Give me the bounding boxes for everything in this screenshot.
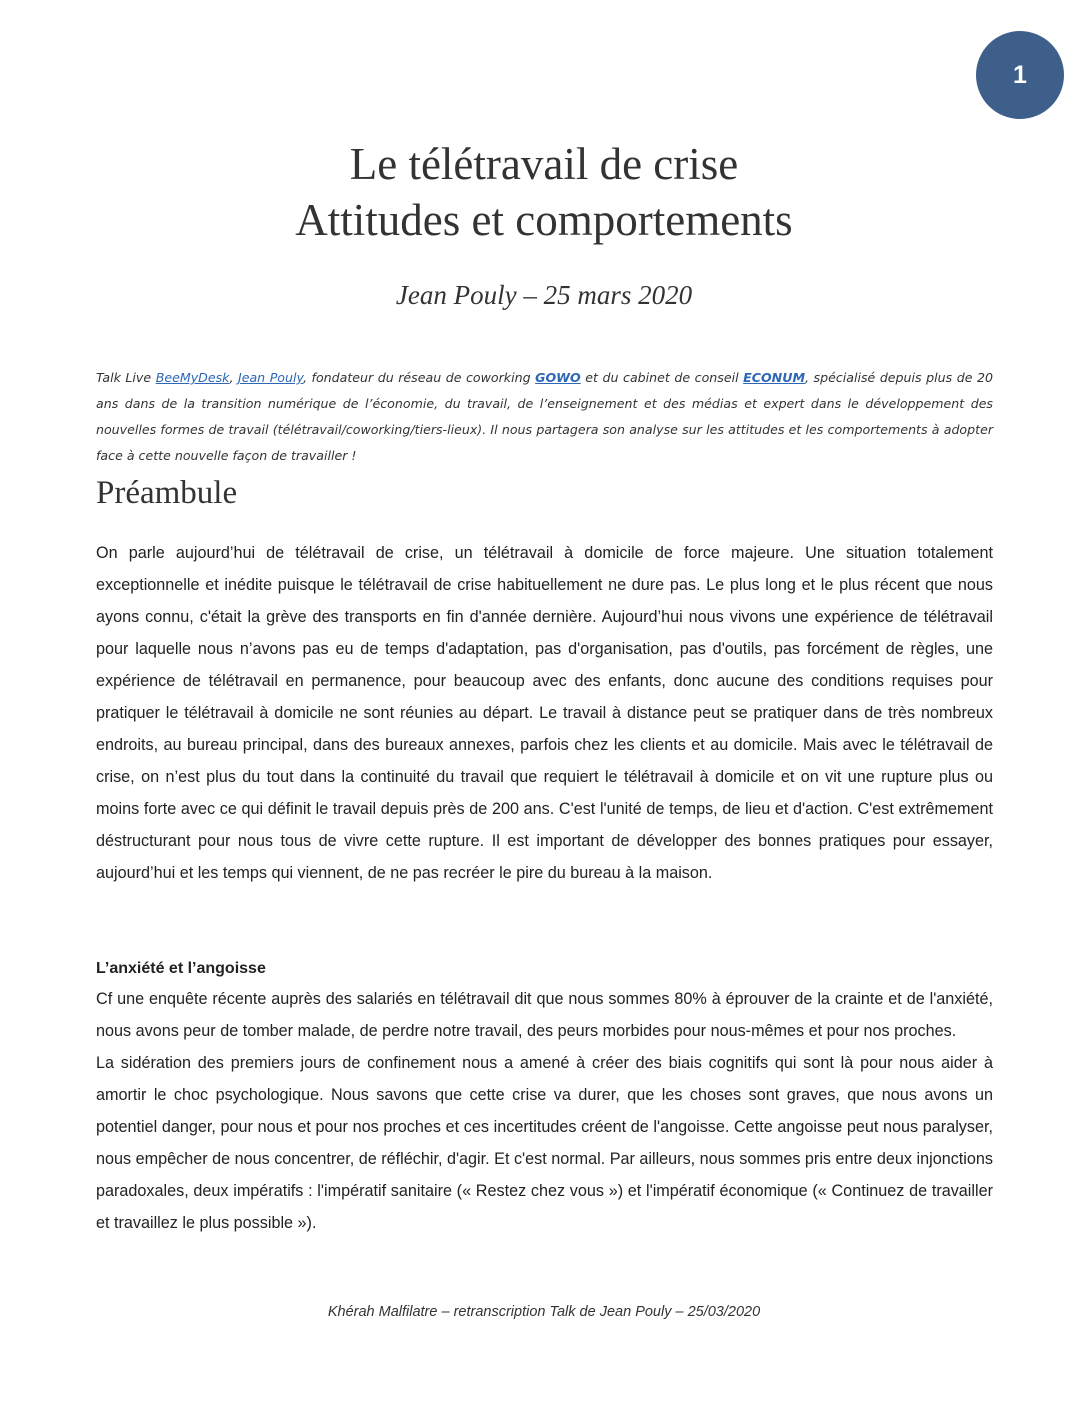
paragraph-preambule: On parle aujourd’hui de télétravail de crise, un télétravail à domicile de force majeure. Une situation totalement exceptionnelle et inédite puisque le télétravail de crise habituellement ne dure pas. Le plus long et le plus récent que nous ayons connu, c'était la grève des transports en fin d'année dernière. Aujourd’hui nous vivons une expérience de télétravail pour laquelle nous n’avons pas eu de temps d'adaptation, pas d'organisation, pas d'outils, pas forcément de règles, une expérience de télétravail en permanence, pour beaucoup avec des enfants, donc aucune des conditions requises pour pratiquer le télétravail à domicile ne sont réunies au départ. Le travail à distance peut se pratiquer dans de très nombreux endroits, au bureau principal, dans des bureaux annexes, parfois chez les clients et au domicile. Mais avec le télétravail de crise, on n’est plus du tout dans la continuité du travail que requiert le télétravail à domicile et on vit une rupture plus ou moins forte avec ce qui définit le travail depuis près de 200 ans. C'est l'unité de temps, de lieu et d'action. C'est extrêmement déstructurant pour nous tous de vivre cette rupture. Il est important de développer des bonnes pratiques pour essayer, aujourd’hui et les temps qui viennent, de ne pas recréer le pire du bureau à la maison. xyxy=(96,544,993,882)
subheading-anxiete: L’anxiété et l’angoisse xyxy=(96,960,266,977)
document-title xyxy=(0,136,1088,248)
link-beemydesk[interactable]: BeeMyDesk xyxy=(155,370,230,385)
paragraph-sideration: La sidération des premiers jours de confinement nous a amené à créer des biais cognitifs qui sont là pour nous aider à amortir le choc psychologique. Nous savons que cette crise va durer, que les choses sont graves, que nous avons un potentiel danger, pour nous et pour nos proches et ces incertitudes créent de l'angoisse. Cette angoisse peut nous paralyser, nous empêcher de nous concentrer, de réfléchir, d'agir. Et c'est normal. Par ailleurs, nous sommes pris entre deux injonctions paradoxales, deux impératifs : l'impératif sanitaire (« Restez chez vous ») et l'impératif économique (« Continuez de travailler et travaillez le plus possible »). xyxy=(96,1054,993,1232)
author-date-byline: Jean Pouly – 25 mars 2020 xyxy=(395,280,693,310)
page-number: 1 xyxy=(1013,60,1027,89)
intro-text: Talk Live xyxy=(96,370,156,385)
section-heading-preambule: Préambule xyxy=(96,475,238,511)
intro-text: et du cabinet de conseil xyxy=(580,370,744,385)
page-number-badge xyxy=(976,31,1064,119)
page-footer: Khérah Malfilatre – retranscription Talk de Jean Pouly – 25/03/2020 xyxy=(327,1304,761,1320)
anxiety-section-body xyxy=(96,983,993,1239)
intro-text: , spécialisé depuis plus de 20 ans dans de la transition numérique de l’économie, du travail, de l’enseignement et des médias et expert dans le développement des nouvelles formes de travail (télétravail/coworking/tiers-lieux). Il nous partagera son analyse sur les attitudes et les comportements à adopter face à cette nouvelle façon de travailler ! xyxy=(96,370,994,463)
link-jean-pouly[interactable]: Jean Pouly xyxy=(238,370,303,385)
link-econum[interactable]: ECONUM xyxy=(743,370,805,385)
paragraph-survey: Cf une enquête récente auprès des salariés en télétravail dit que nous sommes 80% à éprouver de la crainte et de l'anxiété, nous avons peur de tomber malade, de perdre notre travail, des peurs morbides pour nous-mêmes et pour nos proches. xyxy=(96,990,993,1040)
intro-text: , fondateur du réseau de coworking xyxy=(302,370,536,385)
title-line-1: Le télétravail de crise xyxy=(349,139,739,189)
title-line-2: Attitudes et comportements xyxy=(295,195,793,245)
link-gowo[interactable]: GOWO xyxy=(535,370,581,385)
intro-paragraph xyxy=(96,365,993,469)
intro-text: , xyxy=(229,370,238,385)
